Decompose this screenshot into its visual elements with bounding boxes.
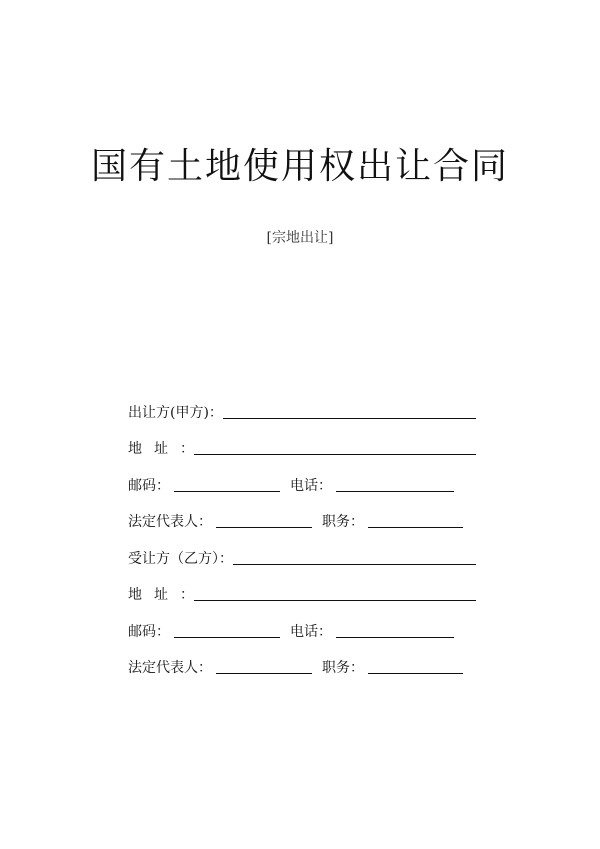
party-a-phone-field[interactable]: [336, 474, 454, 492]
party-b-title-label: 职务：: [322, 660, 364, 676]
party-b-contact-row: [128, 605, 476, 642]
party-a-legal-rep-field[interactable]: [216, 510, 312, 528]
party-b-phone-label: 电话：: [290, 623, 332, 640]
party-info-form: [128, 386, 476, 678]
document-subtitle: [宗地出让]: [266, 230, 334, 246]
party-a-address-field[interactable]: [194, 437, 476, 455]
party-a-name-label: 出让方(甲方)：: [128, 404, 223, 421]
party-a-address-row: [128, 423, 476, 460]
party-a-contact-row: [128, 459, 476, 496]
party-b-name-label: 受让方（乙方）：: [128, 550, 233, 567]
party-b-zip-field[interactable]: [174, 620, 280, 638]
party-b-rep-row: [128, 642, 476, 679]
party-a-legal-rep-label: 法定代表人：: [128, 514, 212, 530]
party-b-title-field[interactable]: [368, 656, 463, 674]
party-b-legal-rep-label: 法定代表人：: [128, 660, 212, 676]
party-a-address-label: 地址：: [128, 441, 194, 457]
document-title: 国有土地使用权出让合同: [90, 146, 509, 187]
party-b-zip-label: 邮码：: [128, 623, 170, 640]
party-a-title-label: 职务：: [322, 514, 364, 530]
party-a-name-row: [128, 386, 476, 423]
party-b-address-field[interactable]: [194, 583, 476, 601]
party-a-zip-label: 邮码：: [128, 477, 170, 494]
party-a-name-field[interactable]: [223, 401, 476, 419]
party-a-phone-label: 电话：: [290, 477, 332, 494]
party-a-title-field[interactable]: [368, 510, 463, 528]
party-b-name-row: [128, 532, 476, 569]
party-b-name-field[interactable]: [233, 547, 476, 565]
party-a-zip-field[interactable]: [174, 474, 280, 492]
party-b-address-row: [128, 569, 476, 606]
party-a-rep-row: [128, 496, 476, 533]
party-b-phone-field[interactable]: [336, 620, 454, 638]
party-b-legal-rep-field[interactable]: [216, 656, 312, 674]
party-b-address-label: 地址：: [128, 587, 194, 603]
